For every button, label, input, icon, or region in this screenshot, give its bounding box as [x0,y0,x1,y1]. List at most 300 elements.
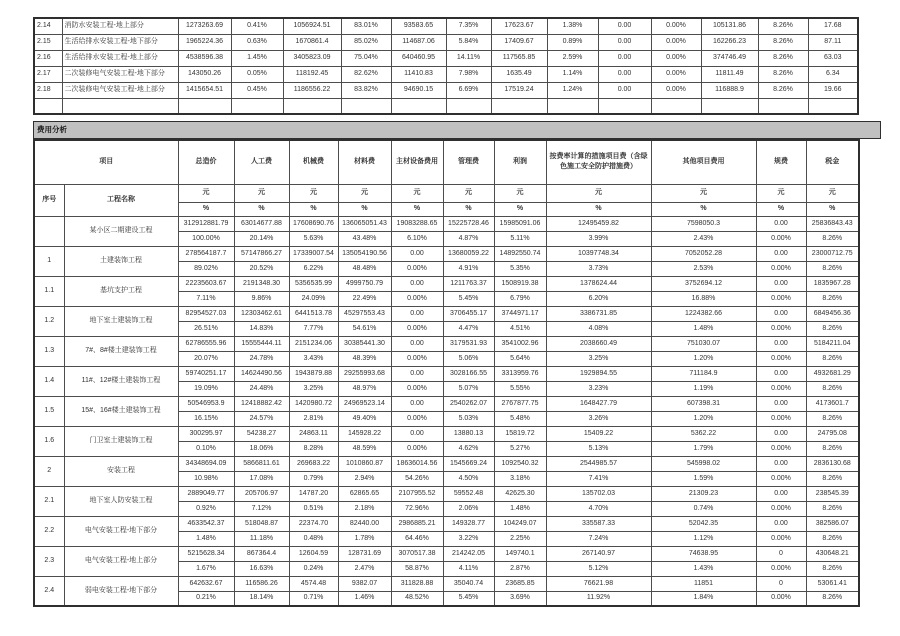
empty-cell [34,98,62,114]
empty-cell [231,98,283,114]
fee-row [34,34,858,50]
pct-value: 100.00% [178,231,234,246]
yuan-value: 6441513.78 [289,306,338,321]
row-no: 2.16 [34,50,62,66]
upper-table-body [34,18,858,114]
yuan-value: 3070517.38 [391,546,443,561]
pct-value: 2.94% [338,471,391,486]
row-value: 19.66 [808,82,858,98]
pct-value: 1.84% [651,591,756,606]
unit-pct-cell: % [651,202,756,216]
pct-value: 0.00% [756,381,806,396]
pct-value: 8.26% [806,561,859,576]
fee-row [34,82,858,98]
pct-value: 2.43% [651,231,756,246]
yuan-value: 15819.72 [494,426,546,441]
row-value: 17.68 [808,18,858,34]
unit-pct-cell: % [234,202,289,216]
yuan-value: 3386731.85 [546,306,651,321]
yuan-value: 19083288.65 [391,216,443,231]
pct-value: 54.61% [338,321,391,336]
yuan-value: 335587.33 [546,516,651,531]
row-no: 1.5 [34,396,64,426]
yuan-value: 0.00 [391,396,443,411]
yuan-value: 4633542.37 [178,516,234,531]
row-no: 2.14 [34,18,62,34]
pct-value: 4.11% [443,561,494,576]
yuan-value: 59740251.17 [178,366,234,381]
row-value: 85.02% [341,34,391,50]
pct-value: 3.18% [494,471,546,486]
pct-value: 8.28% [289,441,338,456]
pct-value: 0.74% [651,501,756,516]
yuan-value: 62865.65 [338,486,391,501]
col-header-labor-cost: 人工费 [234,140,289,184]
empty-cell [446,98,491,114]
pct-value: 0.24% [289,561,338,576]
yuan-value: 22374.70 [289,516,338,531]
pct-value: 5.12% [546,561,651,576]
analysis-row-yuan [34,396,859,411]
yuan-value: 18636014.56 [391,456,443,471]
pct-value: 8.26% [806,351,859,366]
row-name: 生活给排水安装工程-地上部分 [62,50,178,66]
pct-value: 8.26% [806,321,859,336]
pct-value: 48.39% [338,351,391,366]
row-value: 1670861.4 [283,34,341,50]
empty-cell [808,98,858,114]
yuan-value: 2107955.52 [391,486,443,501]
row-value: 11811.49 [701,66,758,82]
row-no: 1.2 [34,306,64,336]
pct-value: 3.22% [443,531,494,546]
empty-cell [391,98,446,114]
row-value: 116888.9 [701,82,758,98]
pct-value: 16.15% [178,411,234,426]
pct-value: 11.92% [546,591,651,606]
row-no: 2.2 [34,516,64,546]
yuan-value: 136065051.43 [338,216,391,231]
pct-value: 8.26% [806,291,859,306]
pct-value: 0.00% [756,561,806,576]
yuan-value: 0 [756,546,806,561]
row-name: 某小区二期建设工程 [64,216,178,246]
yuan-value: 312912881.79 [178,216,234,231]
yuan-value: 14787.20 [289,486,338,501]
yuan-value: 607398.31 [651,396,756,411]
unit-pct-cell: % [338,202,391,216]
yuan-value: 0.00 [391,426,443,441]
pct-value: 4.47% [443,321,494,336]
unit-yuan-cell: 元 [494,184,546,202]
pct-value: 0.00% [756,471,806,486]
unit-yuan-cell: 元 [289,184,338,202]
yuan-value: 7052052.28 [651,246,756,261]
yuan-value: 0.00 [391,336,443,351]
pct-value: 48.52% [391,591,443,606]
analysis-row-yuan [34,246,859,261]
row-value: 8.26% [758,66,808,82]
pct-value: 5.07% [443,381,494,396]
pct-value: 0.00% [756,351,806,366]
yuan-value: 2986885.21 [391,516,443,531]
pct-value: 0.48% [289,531,338,546]
row-value: 0.00 [598,50,651,66]
row-name: 电气安装工程-地上部分 [64,546,178,576]
pct-value: 3.73% [546,261,651,276]
yuan-value: 2038660.49 [546,336,651,351]
row-value: 83.01% [341,18,391,34]
row-value: 83.82% [341,82,391,98]
row-name: 生活给排水安装工程-地下部分 [62,34,178,50]
pct-value: 0.00% [756,591,806,606]
col-header-no: 序号 [34,184,64,216]
pct-value: 6.79% [494,291,546,306]
col-header-material-cost: 材料费 [338,140,391,184]
row-value: 0.00% [651,34,701,50]
pct-value: 1.48% [178,531,234,546]
pct-value: 10.98% [178,471,234,486]
row-value: 0.00 [598,18,651,34]
row-no: 2.17 [34,66,62,82]
yuan-value: 5184211.04 [806,336,859,351]
row-name: 15#、16#楼土建装饰工程 [64,396,178,426]
empty-cell [62,98,178,114]
yuan-value: 54238.27 [234,426,289,441]
unit-pct-cell: % [756,202,806,216]
pct-value: 3.26% [546,411,651,426]
pct-value: 0.79% [289,471,338,486]
yuan-value: 12303462.61 [234,306,289,321]
pct-value: 72.96% [391,501,443,516]
pct-value: 2.87% [494,561,546,576]
yuan-value: 238545.39 [806,486,859,501]
yuan-value: 1508919.38 [494,276,546,291]
pct-value: 8.26% [806,501,859,516]
empty-cell [758,98,808,114]
pct-value: 8.26% [806,261,859,276]
yuan-value: 15409.22 [546,426,651,441]
yuan-value: 3313959.76 [494,366,546,381]
yuan-value: 53061.41 [806,576,859,591]
row-value: 17409.67 [491,34,547,50]
yuan-value: 135702.03 [546,486,651,501]
row-name: 安装工程 [64,456,178,486]
yuan-value: 116586.26 [234,576,289,591]
unit-yuan-cell: 元 [806,184,859,202]
pct-value: 0.00% [391,411,443,426]
analysis-row-yuan [34,546,859,561]
pct-value: 0.71% [289,591,338,606]
row-no: 2.3 [34,546,64,576]
yuan-value: 0.00 [756,276,806,291]
yuan-value: 14892550.74 [494,246,546,261]
row-value: 1.14% [547,66,598,82]
yuan-value: 430648.21 [806,546,859,561]
yuan-value: 1835967.28 [806,276,859,291]
yuan-value: 382586.07 [806,516,859,531]
unit-pct-cell: % [494,202,546,216]
yuan-value: 22235603.67 [178,276,234,291]
pct-value: 20.07% [178,351,234,366]
pct-value: 6.10% [391,231,443,246]
yuan-value: 25836843.43 [806,216,859,231]
unit-yuan-cell: 元 [756,184,806,202]
yuan-value: 0.00 [756,246,806,261]
row-value: 17519.24 [491,82,547,98]
analysis-row-yuan [34,366,859,381]
pct-value: 5.45% [443,591,494,606]
pct-value: 11.18% [234,531,289,546]
yuan-value: 1211763.37 [443,276,494,291]
pct-value: 8.26% [806,231,859,246]
row-name: 地下室土建装饰工程 [64,306,178,336]
yuan-value: 0.00 [391,306,443,321]
pct-value: 8.26% [806,471,859,486]
pct-value: 3.23% [546,381,651,396]
yuan-value: 1545669.24 [443,456,494,471]
pct-value: 1.20% [651,351,756,366]
row-value: 7.35% [446,18,491,34]
row-value: 114687.06 [391,34,446,50]
pct-value: 18.14% [234,591,289,606]
yuan-value: 9382.07 [338,576,391,591]
col-header-main-equipment-cost: 主材设备费用 [391,140,443,184]
yuan-value: 0.00 [756,306,806,321]
row-value: 11410.83 [391,66,446,82]
pct-value: 5.03% [443,411,494,426]
yuan-value: 1378624.44 [546,276,651,291]
yuan-value: 104249.07 [494,516,546,531]
yuan-value: 145928.22 [338,426,391,441]
unit-pct-cell: % [443,202,494,216]
pct-value: 2.18% [338,501,391,516]
row-value: 8.26% [758,50,808,66]
pct-value: 54.26% [391,471,443,486]
pct-value: 6.22% [289,261,338,276]
yuan-value: 23000712.75 [806,246,859,261]
pct-value: 0.10% [178,441,234,456]
cost-analysis-table [33,139,860,607]
yuan-value: 751030.07 [651,336,756,351]
row-value: 1415654.51 [178,82,231,98]
yuan-value: 3752694.12 [651,276,756,291]
row-value: 0.00% [651,82,701,98]
pct-value: 0.21% [178,591,234,606]
pct-value: 5.48% [494,411,546,426]
row-value: 63.03 [808,50,858,66]
pct-value: 4.91% [443,261,494,276]
yuan-value: 24795.08 [806,426,859,441]
yuan-value: 3179531.93 [443,336,494,351]
yuan-value: 1943879.88 [289,366,338,381]
row-no: 1.3 [34,336,64,366]
header-row-columns [34,140,859,184]
pct-value: 3.99% [546,231,651,246]
yuan-value: 0.00 [391,246,443,261]
empty-cell [598,98,651,114]
yuan-value: 214242.05 [443,546,494,561]
row-value: 0.45% [231,82,283,98]
pct-value: 3.43% [289,351,338,366]
analysis-row-yuan [34,426,859,441]
yuan-value: 2544985.57 [546,456,651,471]
unit-yuan-cell: 元 [651,184,756,202]
yuan-value: 45297553.43 [338,306,391,321]
pct-value: 0.00% [391,381,443,396]
row-value: 4538596.38 [178,50,231,66]
yuan-value: 4173601.7 [806,396,859,411]
yuan-value: 1929894.55 [546,366,651,381]
pct-value: 0.51% [289,501,338,516]
yuan-value: 5866811.61 [234,456,289,471]
row-value: 0.00% [651,66,701,82]
row-value: 8.26% [758,18,808,34]
col-header-profit: 利润 [494,140,546,184]
yuan-value: 82440.00 [338,516,391,531]
yuan-value: 35040.74 [443,576,494,591]
empty-cell [283,98,341,114]
pct-value: 24.09% [289,291,338,306]
pct-value: 24.78% [234,351,289,366]
yuan-value: 205706.97 [234,486,289,501]
pct-value: 5.55% [494,381,546,396]
yuan-value: 3744971.17 [494,306,546,321]
yuan-value: 6849456.36 [806,306,859,321]
pct-value: 4.08% [546,321,651,336]
yuan-value: 76621.98 [546,576,651,591]
unit-pct-cell: % [546,202,651,216]
pct-value: 0.00% [756,411,806,426]
yuan-value: 30385441.30 [338,336,391,351]
row-value: 0.41% [231,18,283,34]
empty-cell [651,98,701,114]
row-value: 0.00 [598,66,651,82]
col-header-machinery-cost: 机械费 [289,140,338,184]
row-value: 1186556.22 [283,82,341,98]
pct-value: 2.53% [651,261,756,276]
yuan-value: 12418882.42 [234,396,289,411]
row-value: 17623.67 [491,18,547,34]
yuan-value: 50546953.9 [178,396,234,411]
yuan-value: 2836130.68 [806,456,859,471]
yuan-value: 12495459.82 [546,216,651,231]
unit-pct-cell: % [178,202,234,216]
pct-value: 1.67% [178,561,234,576]
yuan-value: 1224382.66 [651,306,756,321]
pct-value: 7.11% [178,291,234,306]
row-no: 2.18 [34,82,62,98]
row-name: 7#、8#楼土建装饰工程 [64,336,178,366]
pct-value: 49.40% [338,411,391,426]
yuan-value: 63014677.88 [234,216,289,231]
col-header-management-fee: 管理费 [443,140,494,184]
pct-value: 3.25% [289,381,338,396]
row-value: 1273263.69 [178,18,231,34]
yuan-value: 311828.88 [391,576,443,591]
row-value: 8.26% [758,34,808,50]
unit-yuan-cell: 元 [234,184,289,202]
col-header-name: 工程名称 [64,184,178,216]
empty-cell [491,98,547,114]
row-name: 地下室人防安装工程 [64,486,178,516]
row-name: 二次装修电气安装工程-地上部分 [62,82,178,98]
yuan-value: 2767877.75 [494,396,546,411]
row-value: 143050.26 [178,66,231,82]
row-value: 0.89% [547,34,598,50]
empty-cell [341,98,391,114]
yuan-value: 24969523.14 [338,396,391,411]
yuan-value: 0.00 [756,336,806,351]
analysis-row-yuan [34,276,859,291]
row-value: 0.00 [598,82,651,98]
yuan-value: 14624490.56 [234,366,289,381]
yuan-value: 0.00 [756,516,806,531]
unit-pct-cell: % [391,202,443,216]
row-value: 1.38% [547,18,598,34]
pct-value: 0.00% [391,351,443,366]
row-value: 1.24% [547,82,598,98]
pct-value: 1.48% [494,501,546,516]
pct-value: 1.12% [651,531,756,546]
yuan-value: 5362.22 [651,426,756,441]
pct-value: 5.06% [443,351,494,366]
yuan-value: 10397748.34 [546,246,651,261]
yuan-value: 15225728.46 [443,216,494,231]
unit-pct-cell: % [289,202,338,216]
cost-table-head [34,140,859,216]
yuan-value: 23685.85 [494,576,546,591]
pct-value: 4.70% [546,501,651,516]
cost-table-body [34,216,859,606]
row-value: 1.45% [231,50,283,66]
pct-value: 1.48% [651,321,756,336]
row-value: 0.63% [231,34,283,50]
unit-yuan-cell: 元 [338,184,391,202]
pct-value: 5.45% [443,291,494,306]
pct-value: 16.63% [234,561,289,576]
pct-value: 2.47% [338,561,391,576]
yuan-value: 15985091.06 [494,216,546,231]
row-value: 8.26% [758,82,808,98]
row-no [34,216,64,246]
col-header-regulation-fee: 规费 [756,140,806,184]
pct-value: 8.26% [806,441,859,456]
yuan-value: 4932681.29 [806,366,859,381]
yuan-value: 29255993.68 [338,366,391,381]
row-value: 93583.65 [391,18,446,34]
row-value: 105131.86 [701,18,758,34]
unit-yuan-cell: 元 [546,184,651,202]
yuan-value: 21309.23 [651,486,756,501]
row-value: 0.00 [598,34,651,50]
pct-value: 7.12% [234,501,289,516]
pct-value: 26.51% [178,321,234,336]
pct-value: 4.50% [443,471,494,486]
yuan-value: 57147866.27 [234,246,289,261]
fee-row [34,66,858,82]
row-no: 1 [34,246,64,276]
analysis-row-yuan [34,306,859,321]
row-value: 7.98% [446,66,491,82]
yuan-value: 867364.4 [234,546,289,561]
pct-value: 8.26% [806,381,859,396]
yuan-value: 0 [756,576,806,591]
pct-value: 24.48% [234,381,289,396]
yuan-value: 13880.13 [443,426,494,441]
yuan-value: 3028166.55 [443,366,494,381]
row-name: 土建装饰工程 [64,246,178,276]
